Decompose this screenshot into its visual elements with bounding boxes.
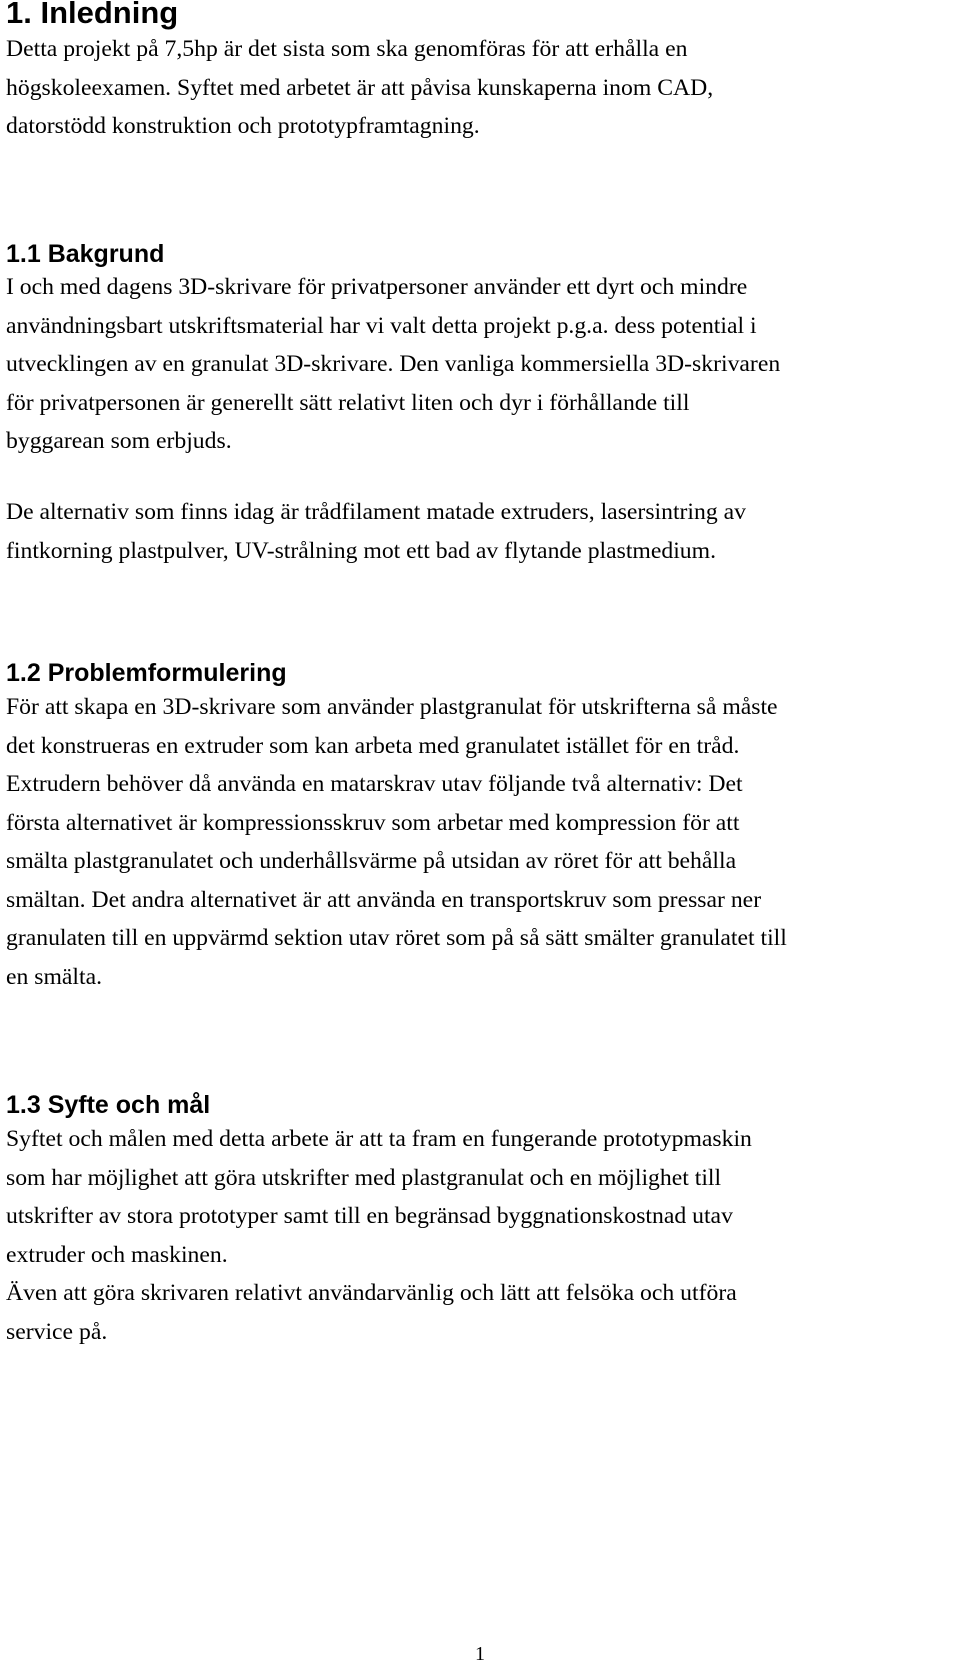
text-line: för privatpersonen är generellt sätt relativt liten och dyr i förhållande till: [6, 389, 690, 416]
text-line: fintkorning plastpulver, UV-strålning mot ett bad av flytande plastmedium.: [6, 537, 716, 564]
text-line: högskoleexamen. Syftet med arbetet är att påvisa kunskaperna inom CAD,: [6, 74, 714, 101]
text-line: utvecklingen av en granulat 3D-skrivare. Den vanliga kommersiella 3D-skrivaren: [6, 351, 781, 377]
paragraph-bakgrund-1: [6, 268, 956, 461]
text-line: en smälta.: [6, 963, 103, 990]
section-heading-bakgrund: 1.1 Bakgrund: [6, 240, 165, 268]
page-number: 1: [475, 1643, 485, 1665]
section-heading-problemformulering: 1.2 Problemformulering: [6, 659, 287, 687]
paragraph-bakgrund-2: [6, 493, 956, 570]
text-line: användningsbart utskriftsmaterial har vi valt detta projekt p.g.a. dess potential i: [6, 312, 757, 339]
text-line: smältan. Det andra alternativet är att använda en transportskruv som pressar ner: [6, 886, 762, 913]
text-line: Även att göra skrivaren relativt användarvänlig och lätt att felsöka och utföra: [6, 1280, 737, 1306]
text-line: som har möjlighet att göra utskrifter med plastgranulat och en möjlighet till: [6, 1164, 722, 1191]
section-heading-inledning: 1. Inledning: [6, 0, 179, 30]
text-line: De alternativ som finns idag är trådfilament matade extruders, lasersintring av: [6, 499, 746, 525]
text-line: extruder och maskinen.: [6, 1241, 228, 1268]
text-line: I och med dagens 3D-skrivare för privatpersoner använder ett dyrt och mindre: [6, 274, 748, 300]
text-line: smälta plastgranulatet och underhållsvärme på utsidan av röret för att behålla: [6, 848, 737, 874]
text-line: Detta projekt på 7,5hp är det sista som ska genomföras för att erhålla en: [6, 36, 688, 62]
text-line: utskrifter av stora prototyper samt till en begränsad byggnationskostnad utav: [6, 1203, 733, 1229]
text-line: Syftet och målen med detta arbete är att ta fram en fungerande prototypmaskin: [6, 1126, 752, 1152]
paragraph-inledning: [6, 30, 956, 146]
text-line: För att skapa en 3D-skrivare som använder plastgranulat för utskrifterna så måste: [6, 694, 778, 720]
text-line: Extrudern behöver då använda en matarskrav utav följande två alternativ: Det: [6, 771, 743, 797]
paragraph-problemformulering: [6, 688, 956, 996]
paragraph-syfte-och-mal-1: [6, 1120, 956, 1274]
text-line: första alternativet är kompressionsskruv som arbetar med kompression för att: [6, 809, 740, 836]
paragraph-syfte-och-mal-2: [6, 1274, 956, 1351]
text-line: service på.: [6, 1318, 108, 1345]
text-line: datorstödd konstruktion och prototypframtagning.: [6, 113, 480, 139]
section-heading-syfte-och-mal: 1.3 Syfte och mål: [6, 1091, 211, 1119]
text-line: det konstrueras en extruder som kan arbeta med granulatet istället för en tråd.: [6, 732, 740, 759]
text-line: granulaten till en uppvärmd sektion utav röret som på så sätt smälter granulatet till: [6, 925, 787, 951]
text-line: byggarean som erbjuds.: [6, 428, 232, 454]
